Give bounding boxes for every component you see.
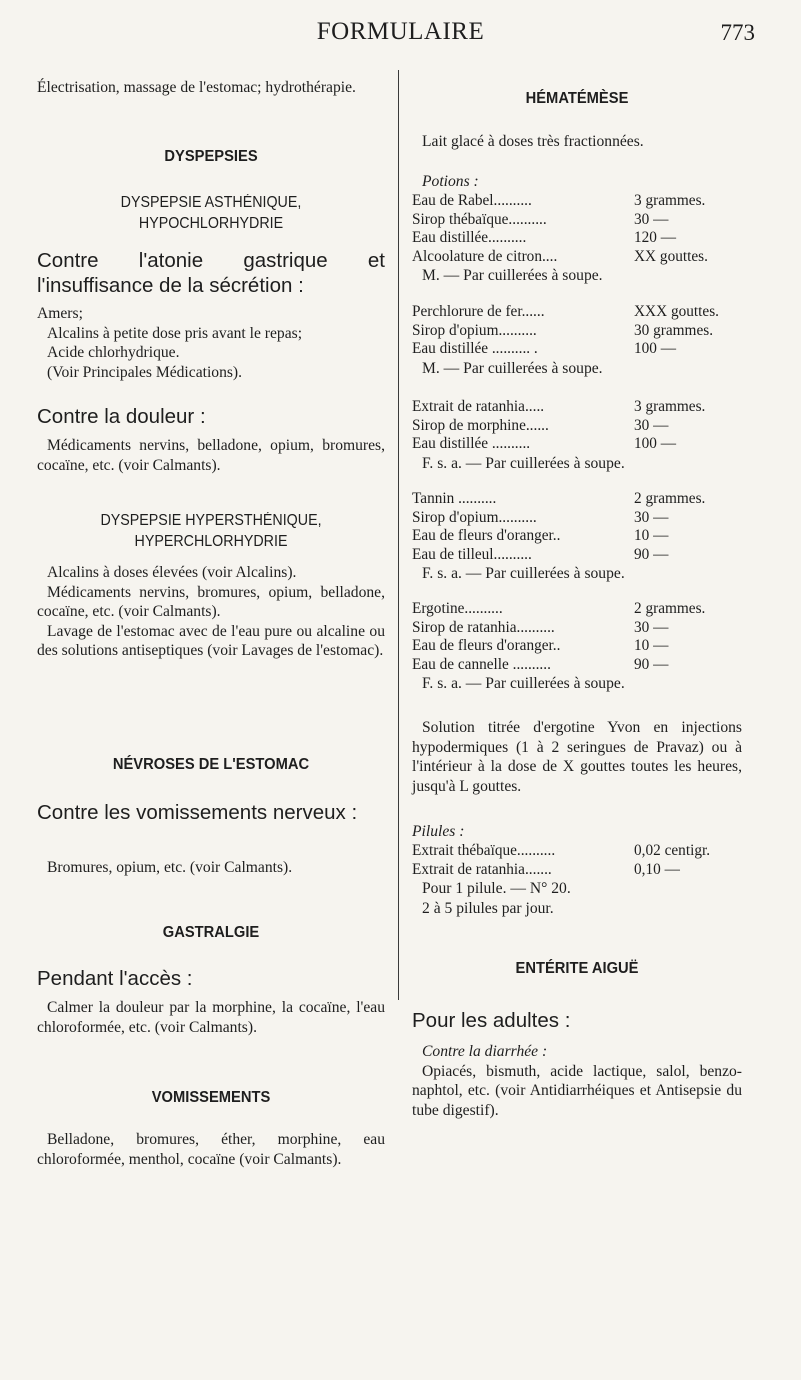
nevroses-heading: NÉVROSES DE L'ESTOMAC — [112, 756, 310, 773]
formula-note: F. s. a. — Par cuillerées à soupe. — [422, 675, 625, 692]
vomissements-nerveux-heading: Contre les vomissements nerveux : — [37, 801, 358, 824]
atonie-heading: Contre l'atonie gastrique et l'insuffisance de la sécrétion : — [37, 249, 385, 297]
column-divider — [398, 70, 399, 1000]
pilules-note: Pour 1 pilule. — N° 20. — [422, 880, 571, 897]
lait-text: Lait glacé à doses très fractionnées. — [422, 133, 644, 150]
formula-row: Sirop d'opium.......... 30 — — [412, 508, 669, 526]
vomissements-nerveux-text: Bromures, opium, etc. (voir Calmants). — [47, 859, 293, 876]
hyper-line: Médicaments nervins, bromures, opium, belladone, cocaïne, etc. (voir Calmants). — [37, 583, 385, 620]
formula-row: Eau distillée.......... 120 — — [412, 229, 677, 246]
atonie-line: Acide chlorhydrique. — [47, 344, 180, 361]
formula-row: Ergotine.......... 2 grammes. — [412, 600, 706, 617]
pilules-label: Pilules : — [412, 823, 465, 840]
formula-5 — [412, 600, 742, 694]
hematemese-heading: HÉMATÉMÈSE — [525, 90, 629, 107]
asthenique-heading-2: HYPOCHLORHYDRIE — [138, 215, 284, 232]
hyper-heading-1: DYSPEPSIE HYPERSTHÉNIQUE, — [100, 512, 322, 529]
formula-row: Alcoolature de citron.... XX gouttes. — [412, 247, 708, 265]
hyper-list — [37, 563, 385, 661]
formula-note: F. s. a. — Par cuillerées à soupe. — [422, 565, 625, 582]
vomissements-heading: VOMISSEMENTS — [151, 1089, 271, 1106]
page-number: 773 — [720, 20, 755, 45]
diarrhee-text: Opiacés, bismuth, acide lactique, salol, benzo-naphtol, etc. (voir Antidiarrhéiques et Antisepsie du tube digestif). — [412, 1062, 742, 1119]
douleur-text: Médicaments nervins, belladone, opium, bromures, cocaïne, etc. (voir Calmants). — [37, 437, 385, 474]
acces-heading: Pendant l'accès : — [37, 967, 193, 990]
formula-row: Sirop de ratanhia.......... 30 — — [412, 618, 669, 636]
page-header — [0, 18, 801, 52]
formula-2 — [412, 303, 742, 378]
formula-row: Extrait thébaïque.......... 0,02 centigr. — [412, 842, 711, 859]
solution-text: Solution titrée d'ergotine Yvon en injections hypodermiques (1 à 2 seringues de Pravaz) ou à l'intérieur à la dose de X gouttes toutes les heures, jusqu'à L gouttes. — [412, 719, 742, 795]
formula-row: Tannin .......... 2 grammes. — [412, 490, 706, 507]
formula-row: Eau de tilleul.......... 90 — — [412, 545, 669, 563]
formula-6 — [412, 842, 742, 918]
gastralgie-heading: GASTRALGIE — [162, 924, 260, 941]
hyper-heading-2: HYPERCHLORHYDRIE — [134, 533, 288, 550]
douleur-heading: Contre la douleur : — [37, 405, 206, 428]
formula-row: Eau de fleurs d'oranger.. 10 — — [412, 527, 669, 544]
pilules-note: 2 à 5 pilules par jour. — [422, 899, 554, 917]
intro-text: Électrisation, massage de l'estomac; hydrothérapie. — [37, 79, 356, 96]
hyper-line: Lavage de l'estomac avec de l'eau pure ou alcaline ou des solutions antiseptiques (voir Lavages de l'estomac). — [37, 622, 385, 659]
formula-row: Sirop thébaïque.......... 30 — — [412, 210, 669, 228]
formula-note: M. — Par cuillerées à soupe. — [422, 267, 603, 284]
formula-row: Eau de fleurs d'oranger.. 10 — — [412, 637, 669, 654]
running-title: FORMULAIRE — [316, 18, 485, 45]
potions-label: Potions : — [422, 173, 479, 190]
formula-4 — [412, 490, 742, 584]
dyspepsies-heading: DYSPEPSIES — [164, 148, 258, 165]
formula-row: Perchlorure de fer...... XXX gouttes. — [412, 303, 719, 320]
formula-row: Sirop de morphine...... 30 — — [412, 416, 669, 434]
adultes-heading: Pour les adultes : — [412, 1009, 571, 1032]
formula-row: Extrait de ratanhia....... 0,10 — — [412, 860, 680, 878]
vomissements-text: Belladone, bromures, éther, morphine, eau chloroformée, menthol, cocaïne (voir Calmants). — [37, 1131, 385, 1168]
formula-row: Eau de cannelle .......... 90 — — [412, 655, 669, 673]
hyper-line: Alcalins à doses élevées (voir Alcalins). — [47, 564, 297, 581]
atonie-line: (Voir Principales Médications). — [47, 363, 243, 381]
atonie-line: Amers; — [37, 305, 83, 322]
atonie-list — [37, 304, 385, 382]
formula-note: F. s. a. — Par cuillerées à soupe. — [422, 454, 625, 472]
formula-row: Extrait de ratanhia..... 3 grammes. — [412, 398, 706, 415]
formula-row: Eau distillée .......... . 100 — — [412, 340, 677, 357]
formula-row: Eau distillée .......... 100 — — [412, 435, 677, 452]
formula-row: Eau de Rabel.......... 3 grammes. — [412, 192, 706, 209]
diarrhee-label: Contre la diarrhée : — [422, 1043, 548, 1060]
formula-3 — [412, 398, 742, 473]
atonie-line: Alcalins à petite dose pris avant le repas; — [47, 324, 303, 342]
formula-note: M. — Par cuillerées à soupe. — [422, 359, 603, 377]
enterite-heading: ENTÉRITE AIGUË — [515, 960, 639, 977]
acces-text: Calmer la douleur par la morphine, la cocaïne, l'eau chloroformée, etc. (voir Calmants). — [37, 999, 385, 1036]
formula-row: Sirop d'opium.......... 30 grammes. — [412, 321, 714, 339]
asthenique-heading-1: DYSPEPSIE ASTHÉNIQUE, — [120, 194, 302, 211]
formula-1 — [412, 192, 742, 286]
